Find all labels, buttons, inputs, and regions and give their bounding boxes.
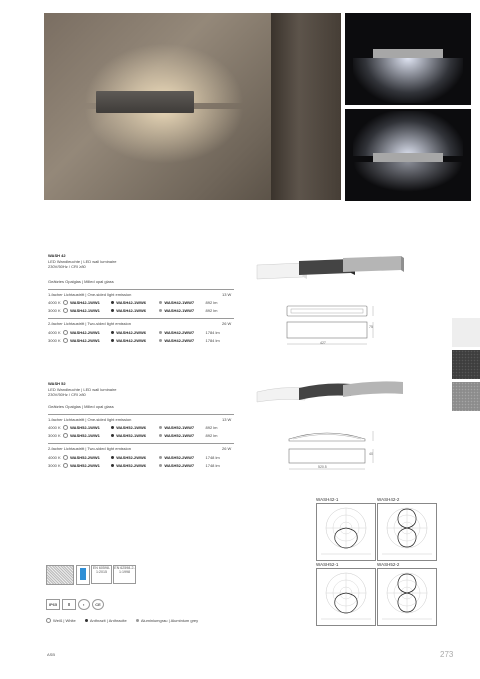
door bbox=[271, 13, 341, 200]
wattage: 13 W bbox=[222, 417, 232, 422]
polar-label: WASH42-2 bbox=[377, 497, 400, 502]
divider bbox=[48, 443, 234, 444]
wattage: 13 W bbox=[222, 292, 232, 297]
luminaire-icon bbox=[76, 565, 90, 585]
polar-diagram-wash52-1 bbox=[316, 568, 376, 626]
certification-row bbox=[46, 599, 104, 609]
table-row: 4000 K WASH52-1WW1 WASH52-1WW6 WASH52-1WW7 892 lm bbox=[48, 425, 218, 430]
table-row: 3000 K WASH52-1WW1 WASH52-1WW6 WASH52-1WW7 892 lm bbox=[48, 433, 218, 438]
product-subtitle: LED Wandleuchte | LED wall luminaire bbox=[48, 258, 117, 264]
ip-rating-icon: IP65 bbox=[46, 599, 60, 610]
product-subtitle: LED Wandleuchte | LED wall luminaire bbox=[48, 386, 117, 392]
dim-height: 40 bbox=[369, 452, 373, 456]
norm-icon: EN 60598-1:2015 bbox=[91, 565, 112, 584]
page-number: 273 bbox=[440, 650, 454, 659]
section-header: 2-facher Lichtaustritt | Two-sided light emission bbox=[48, 446, 132, 451]
polar-label: WASH52-1 bbox=[316, 562, 339, 567]
table-row: 3000 K WASH42-2WW1 WASH42-2WW6 WASH42-2WW7 1784 lm bbox=[48, 338, 220, 343]
product-photo-downlight bbox=[345, 13, 471, 105]
installation-icon bbox=[46, 565, 74, 585]
wall-lamp bbox=[96, 91, 194, 113]
divider bbox=[48, 289, 234, 290]
wash52-product-render bbox=[255, 380, 405, 415]
divider bbox=[48, 414, 234, 415]
polar-diagram-wash42-2 bbox=[377, 503, 437, 561]
light-beam-up bbox=[353, 111, 463, 156]
polar-label: WASH42-1 bbox=[316, 497, 339, 502]
lamp-bar bbox=[373, 49, 443, 58]
wash42-product-render bbox=[255, 255, 405, 297]
ce-mark-icon: CE bbox=[92, 599, 104, 610]
wattage: 26 W bbox=[222, 446, 232, 451]
glass-note: Geätztes Opalglas | Milled opal glass bbox=[48, 279, 114, 284]
polar-diagram-wash52-2 bbox=[377, 568, 437, 626]
dim-width: 520.5 bbox=[318, 465, 327, 469]
product-title: WASH 52 bbox=[48, 381, 66, 386]
protection-class-icon: Ⅲ bbox=[62, 599, 76, 610]
dim-height: 75 bbox=[369, 325, 373, 329]
table-row: 3000 K WASH42-1WW1 WASH42-1WW6 WASH42-1WW7 892 lm bbox=[48, 308, 218, 313]
color-legend: Weiß | White Anthrazit | Anthracite Aluminiumgrau | Aluminium grey bbox=[46, 618, 198, 623]
wash52-block bbox=[48, 381, 116, 398]
section-header: 1-facher Lichtaustritt | One-sided light emission bbox=[48, 417, 132, 422]
light-beam bbox=[353, 58, 463, 103]
wash42-technical-drawing bbox=[285, 302, 380, 352]
swatch-white bbox=[452, 318, 480, 347]
divider bbox=[48, 318, 234, 319]
dim-width: 427 bbox=[320, 341, 326, 345]
wash42-block bbox=[48, 253, 116, 270]
product-specs: 230V/50Hz / CRI ≥80 bbox=[48, 392, 86, 398]
swatch-anthracite bbox=[452, 350, 480, 379]
lamp-bar bbox=[373, 153, 443, 162]
brand-footer: ASB bbox=[47, 652, 56, 657]
table-row: 4000 K WASH42-1WW1 WASH42-1WW6 WASH42-1WW7 892 lm bbox=[48, 300, 218, 305]
polar-diagram-wash42-1 bbox=[316, 503, 376, 561]
table-row: 4000 K WASH42-2WW1 WASH42-2WW6 WASH42-2WW7 1784 lm bbox=[48, 330, 220, 335]
swatch-aluminium bbox=[452, 382, 480, 411]
table-row: 3000 K WASH52-2WW1 WASH52-2WW6 WASH52-2WW7 1748 lm bbox=[48, 463, 220, 468]
table-row: 4000 K WASH52-2WW1 WASH52-2WW6 WASH52-2WW7 1748 lm bbox=[48, 455, 220, 460]
light-beam-down bbox=[353, 162, 463, 192]
dimming-icon: ◐ bbox=[78, 599, 90, 610]
section-header: 2-facher Lichtaustritt | Two-sided light emission bbox=[48, 321, 132, 326]
product-title: WASH 42 bbox=[48, 253, 66, 258]
light-glow-down bbox=[84, 109, 244, 164]
product-photo-ambient bbox=[44, 13, 341, 200]
polar-label: WASH52-2 bbox=[377, 562, 400, 567]
wattage: 26 W bbox=[222, 321, 232, 326]
product-specs: 230V/50Hz / CRI ≥80 bbox=[48, 264, 86, 270]
glass-note: Geätztes Opalglas | Milled opal glass bbox=[48, 404, 114, 409]
section-header: 1-facher Lichtaustritt | One-sided light emission bbox=[48, 292, 132, 297]
norm-icon-2: EN 62598-2-1:1998 bbox=[113, 565, 136, 584]
product-photo-updown bbox=[345, 109, 471, 201]
wash52-technical-drawing bbox=[285, 425, 380, 477]
